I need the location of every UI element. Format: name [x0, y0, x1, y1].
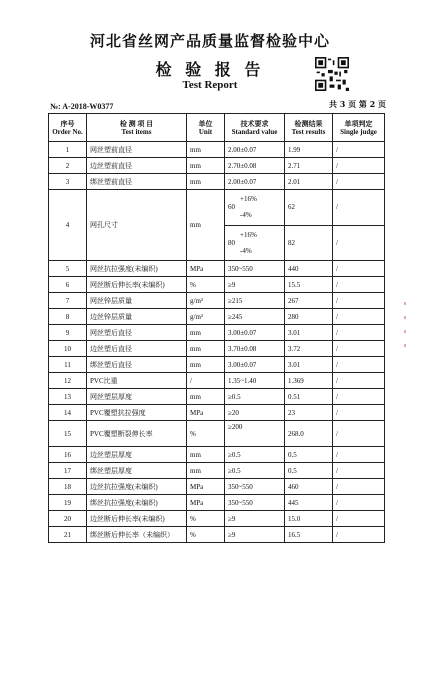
unit-cell: mm [187, 447, 225, 463]
judge-cell: / [333, 405, 385, 421]
standard-value-cell: 350~550 [225, 479, 285, 495]
test-item-cell: 网丝抗拉强度(未编织) [87, 261, 187, 277]
judge-cell: / [333, 479, 385, 495]
table-row [49, 511, 385, 527]
test-result-cell: 3.72 [285, 341, 333, 357]
judge-cell: / [333, 142, 385, 158]
unit-cell: mm [187, 190, 225, 261]
test-result-cell: 0.5 [285, 447, 333, 463]
order-no-cell: 15 [49, 421, 87, 447]
judge-cell: / [333, 527, 385, 543]
unit-cell: MPa [187, 495, 225, 511]
test-result-cell: 82 [285, 225, 333, 261]
judge-cell: / [333, 309, 385, 325]
test-result-cell: 440 [285, 261, 333, 277]
page-margin [0, 592, 424, 700]
table-row [49, 293, 385, 309]
table-row [49, 174, 385, 190]
table-row [49, 389, 385, 405]
test-result-cell: 15.5 [285, 277, 333, 293]
table-header-row [49, 114, 385, 142]
standard-value-cell: ≥245 [225, 309, 285, 325]
test-item-cell: 绑丝断后伸长率（未编织） [87, 527, 187, 543]
table-row [49, 373, 385, 389]
test-item-cell: 网丝塑后直径 [87, 325, 187, 341]
test-item-cell: 边丝断后伸长率(未编织) [87, 511, 187, 527]
order-no-cell: 14 [49, 405, 87, 421]
order-no-cell: 16 [49, 447, 87, 463]
unit-cell: % [187, 511, 225, 527]
standard-value-cell: ≥9 [225, 527, 285, 543]
order-no-cell: 10 [49, 341, 87, 357]
judge-cell: / [333, 190, 385, 226]
test-item-cell: 网孔尺寸 [87, 190, 187, 261]
unit-cell: mm [187, 325, 225, 341]
unit-cell: % [187, 421, 225, 447]
table-row [49, 142, 385, 158]
test-item-cell: 边丝锌层质量 [87, 309, 187, 325]
order-no-cell: 5 [49, 261, 87, 277]
test-result-cell: 2.01 [285, 174, 333, 190]
test-item-cell: 网丝断后伸长率(未编织) [87, 277, 187, 293]
table-row [49, 357, 385, 373]
unit-cell: g/m² [187, 309, 225, 325]
table-row [49, 341, 385, 357]
header-order-no: 序号 Order No. [49, 114, 87, 142]
test-result-cell: 1.369 [285, 373, 333, 389]
document-title: 检 验 报 告 [155, 60, 265, 79]
test-result-cell: 0.5 [285, 463, 333, 479]
test-item-cell: 绑丝塑后直径 [87, 357, 187, 373]
standard-value-cell: 3.70±0.08 [225, 341, 285, 357]
unit-cell: mm [187, 389, 225, 405]
order-no-cell: 1 [49, 142, 87, 158]
test-item-cell: 边丝塑层厚度 [87, 447, 187, 463]
judge-cell: / [333, 389, 385, 405]
test-item-cell: PVC比重 [87, 373, 187, 389]
test-result-cell: 445 [285, 495, 333, 511]
organization-title: 河北省丝网产品质量监督检验中心 [89, 32, 330, 50]
qr-code-icon [315, 57, 349, 91]
table-row [49, 309, 385, 325]
test-result-cell: 1.99 [285, 142, 333, 158]
report-number: №: A-2018-W0377 [50, 102, 114, 111]
table-row [49, 277, 385, 293]
judge-cell: / [333, 277, 385, 293]
page-indicator: 共 3 页 第 2 页 [328, 99, 386, 109]
judge-cell: / [333, 463, 385, 479]
standard-value-cell [225, 190, 285, 226]
standard-value-cell: ≥200 [225, 421, 285, 447]
unit-cell: % [187, 527, 225, 543]
test-result-cell: 0.51 [285, 389, 333, 405]
test-result-cell: 23 [285, 405, 333, 421]
order-no-cell: 12 [49, 373, 87, 389]
judge-cell: / [333, 293, 385, 309]
test-result-cell: 3.01 [285, 325, 333, 341]
test-item-cell: 边丝塑后直径 [87, 341, 187, 357]
standard-value-cell: 350~550 [225, 495, 285, 511]
test-item-cell: 网丝塑前直径 [87, 142, 187, 158]
test-result-cell: 62 [285, 190, 333, 226]
tolerance-minus: -4% [240, 211, 252, 220]
order-no-cell: 7 [49, 293, 87, 309]
judge-cell: / [333, 261, 385, 277]
standard-value-cell: 2.70±0.08 [225, 158, 285, 174]
test-item-cell: 网丝锌层质量 [87, 293, 187, 309]
order-no-cell: 13 [49, 389, 87, 405]
test-item-cell: 绑丝塑前直径 [87, 174, 187, 190]
order-no-cell: 11 [49, 357, 87, 373]
test-result-cell: 16.5 [285, 527, 333, 543]
judge-cell: / [333, 511, 385, 527]
table-row [49, 405, 385, 421]
standard-value-cell: ≥0.5 [225, 447, 285, 463]
standard-value-cell: ≥20 [225, 405, 285, 421]
standard-value-cell: ≥0.5 [225, 463, 285, 479]
test-result-cell: 267 [285, 293, 333, 309]
test-result-cell: 460 [285, 479, 333, 495]
table-row [49, 527, 385, 543]
order-no-cell: 3 [49, 174, 87, 190]
judge-cell: / [333, 447, 385, 463]
standard-value-cell: 2.00±0.07 [225, 174, 285, 190]
table-row [49, 463, 385, 479]
order-no-cell: 18 [49, 479, 87, 495]
order-no-cell: 19 [49, 495, 87, 511]
header-test-items: 检 测 项 目 Test items [87, 114, 187, 142]
unit-cell: mm [187, 341, 225, 357]
unit-cell: mm [187, 463, 225, 479]
judge-cell: / [333, 158, 385, 174]
table-row [49, 447, 385, 463]
order-no-cell: 8 [49, 309, 87, 325]
unit-cell: MPa [187, 405, 225, 421]
test-result-cell: 3.01 [285, 357, 333, 373]
table-row [49, 421, 385, 447]
test-result-cell: 2.71 [285, 158, 333, 174]
unit-cell: mm [187, 357, 225, 373]
document-title-english: Test Report [182, 79, 238, 91]
standard-value-cell: 1.35~1.40 [225, 373, 285, 389]
judge-cell: / [333, 225, 385, 261]
header-single-judge: 单项判定 Single judge [333, 114, 385, 142]
tolerance-minus: -4% [240, 246, 252, 255]
unit-cell: MPa [187, 261, 225, 277]
table-row [49, 479, 385, 495]
standard-value-cell: ≥0.5 [225, 389, 285, 405]
test-results-table [48, 113, 385, 543]
unit-cell: mm [187, 158, 225, 174]
judge-cell: / [333, 495, 385, 511]
judge-cell: / [333, 421, 385, 447]
table-row [49, 190, 385, 226]
standard-value-cell [225, 225, 285, 261]
test-item-cell: 绑丝抗拉强度(未编织) [87, 495, 187, 511]
standard-value-cell: ≥9 [225, 277, 285, 293]
table-row [49, 495, 385, 511]
test-result-cell: 268.0 [285, 421, 333, 447]
unit-cell: / [187, 373, 225, 389]
table-row [49, 325, 385, 341]
order-no-cell: 20 [49, 511, 87, 527]
order-no-cell: 17 [49, 463, 87, 479]
test-item-cell: 绑丝塑层厚度 [87, 463, 187, 479]
tolerance-plus: +16% [240, 195, 257, 204]
table-row [49, 158, 385, 174]
order-no-cell: 6 [49, 277, 87, 293]
table-row [49, 261, 385, 277]
header-test-results: 检测结果 Test results [285, 114, 333, 142]
tolerance-plus: +16% [240, 230, 257, 239]
standard-value-cell: ≥215 [225, 293, 285, 309]
order-no-cell: 9 [49, 325, 87, 341]
unit-cell: mm [187, 174, 225, 190]
unit-cell: mm [187, 142, 225, 158]
test-result-cell: 15.0 [285, 511, 333, 527]
judge-cell: / [333, 341, 385, 357]
judge-cell: / [333, 373, 385, 389]
order-no-cell: 21 [49, 527, 87, 543]
test-item-cell: 网丝塑层厚度 [87, 389, 187, 405]
order-no-cell: 4 [49, 190, 87, 261]
judge-cell: / [333, 174, 385, 190]
binding-perforation-marks [403, 300, 407, 360]
order-no-cell: 2 [49, 158, 87, 174]
test-item-cell: PVC覆塑抗拉强度 [87, 405, 187, 421]
test-result-cell: 280 [285, 309, 333, 325]
test-item-cell: PVC覆塑断裂伸长率 [87, 421, 187, 447]
judge-cell: / [333, 357, 385, 373]
standard-value-cell: 3.00±0.07 [225, 357, 285, 373]
judge-cell: / [333, 325, 385, 341]
standard-value-cell: 3.00±0.07 [225, 325, 285, 341]
unit-cell: g/m² [187, 293, 225, 309]
header-standard-value: 技术要求 Standard value [225, 114, 285, 142]
standard-value-cell: ≥9 [225, 511, 285, 527]
test-item-cell: 边丝塑前直径 [87, 158, 187, 174]
test-item-cell: 边丝抗拉强度(未编织) [87, 479, 187, 495]
header-unit: 单位 Unit [187, 114, 225, 142]
standard-value-cell: 2.00±0.07 [225, 142, 285, 158]
unit-cell: % [187, 277, 225, 293]
unit-cell: MPa [187, 479, 225, 495]
standard-value-cell: 350~550 [225, 261, 285, 277]
nominal-size: 60 [228, 203, 235, 212]
nominal-size: 80 [228, 238, 235, 247]
